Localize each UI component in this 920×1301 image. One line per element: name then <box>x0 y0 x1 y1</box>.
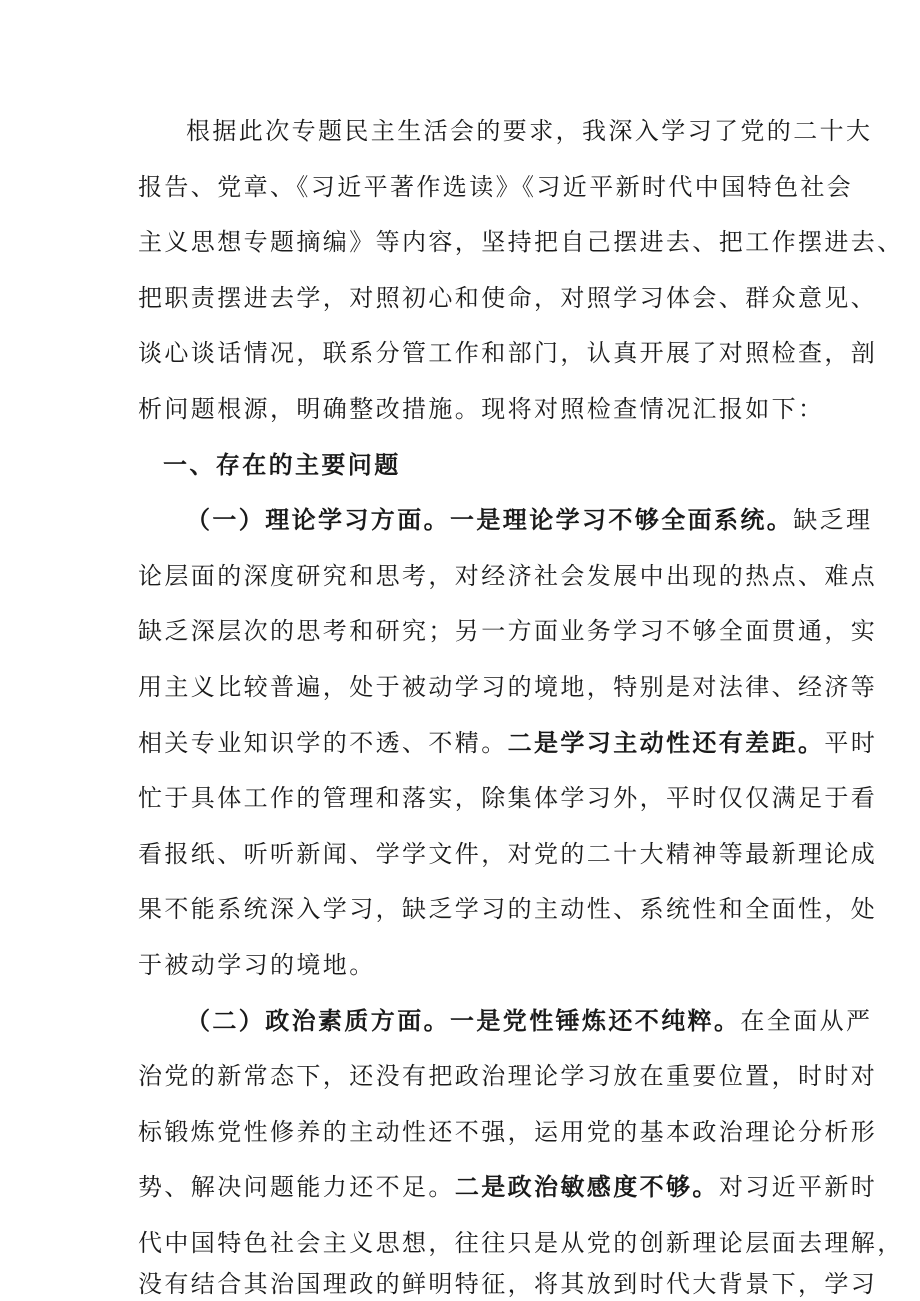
item1-line-9: 于被动学习的境地。 <box>138 951 376 979</box>
item1-line-1-rest: 缺乏理 <box>793 506 873 535</box>
item1-line-1 <box>186 505 873 535</box>
item2-line-3: 标锻炼党性修养的主动性还不强，运用党的基本政治理论分析形 <box>138 1117 878 1146</box>
intro-line-4: 把职责摆进去学，对照初心和使命，对照学习体会、群众意见、 <box>138 283 878 312</box>
item2-line-1 <box>186 1005 873 1036</box>
item1-line-4: 用主义比较普遍，处于被动学习的境地，特别是对法律、经济等 <box>138 673 878 701</box>
item2-line-6: 没有结合其治国理政的鲜明特征，将其放到时代大背景下，学习 <box>138 1270 878 1298</box>
item1-line-2: 论层面的深度研究和思考，对经济社会发展中出现的热点、难点 <box>138 561 878 590</box>
section-heading: 一、存在的主要问题 <box>163 449 401 479</box>
item2-line-4-post: 对习近平新时 <box>718 1173 878 1202</box>
item2-bold-lead: （二）政治素质方面。一是党性锤炼还不纯粹。 <box>186 1005 741 1035</box>
item1-line-3: 缺乏深层次的思考和研究；另一方面业务学习不够全面贯通，实 <box>138 617 878 646</box>
item2-line-4-pre: 势、解决问题能力还不足。 <box>138 1173 455 1202</box>
intro-line-2: 报告、党章、《习近平著作选读》《习近平新时代中国特色社会 <box>138 172 854 201</box>
item1-line-5-post: 平时 <box>824 728 878 757</box>
item2-line-5: 代中国特色社会主义思想，往往只是从党的创新理论层面去理解， <box>138 1229 904 1257</box>
item2-line-2: 治党的新常态下，还没有把政治理论学习放在重要位置，时时对 <box>138 1062 878 1091</box>
item1-line-5 <box>138 727 878 758</box>
item2-line-4 <box>138 1172 878 1202</box>
item1-line-7: 看报纸、听听新闻、学学文件，对党的二十大精神等最新理论成 <box>138 839 878 868</box>
item1-bold-lead: （一）理论学习方面。一是理论学习不够全面系统。 <box>186 505 794 535</box>
intro-line-6: 析问题根源，明确整改措施。现将对照检查情况汇报如下： <box>138 395 825 423</box>
intro-line-5: 谈心谈话情况，联系分管工作和部门，认真开展了对照检查，剖 <box>138 339 878 368</box>
intro-line-1: 根据此次专题民主生活会的要求，我深入学习了党的二十大 <box>186 117 873 145</box>
item2-line-1-rest: 在全面从严 <box>740 1006 873 1035</box>
item1-line-6: 忙于具体工作的管理和落实，除集体学习外，平时仅仅满足于看 <box>138 784 878 813</box>
item1-line-8: 果不能系统深入学习，缺乏学习的主动性、系统性和全面性，处 <box>138 895 878 924</box>
intro-line-3: 主义思想专题摘编》等内容，坚持把自己摆进去、把工作摆进去、 <box>138 228 904 257</box>
item1-line-5-pre: 相关专业知识学的不透、不精。 <box>138 728 508 757</box>
item2-bold-second: 二是政治敏感度不够。 <box>454 1172 719 1202</box>
item1-bold-second: 二是学习主动性还有差距。 <box>507 727 825 757</box>
